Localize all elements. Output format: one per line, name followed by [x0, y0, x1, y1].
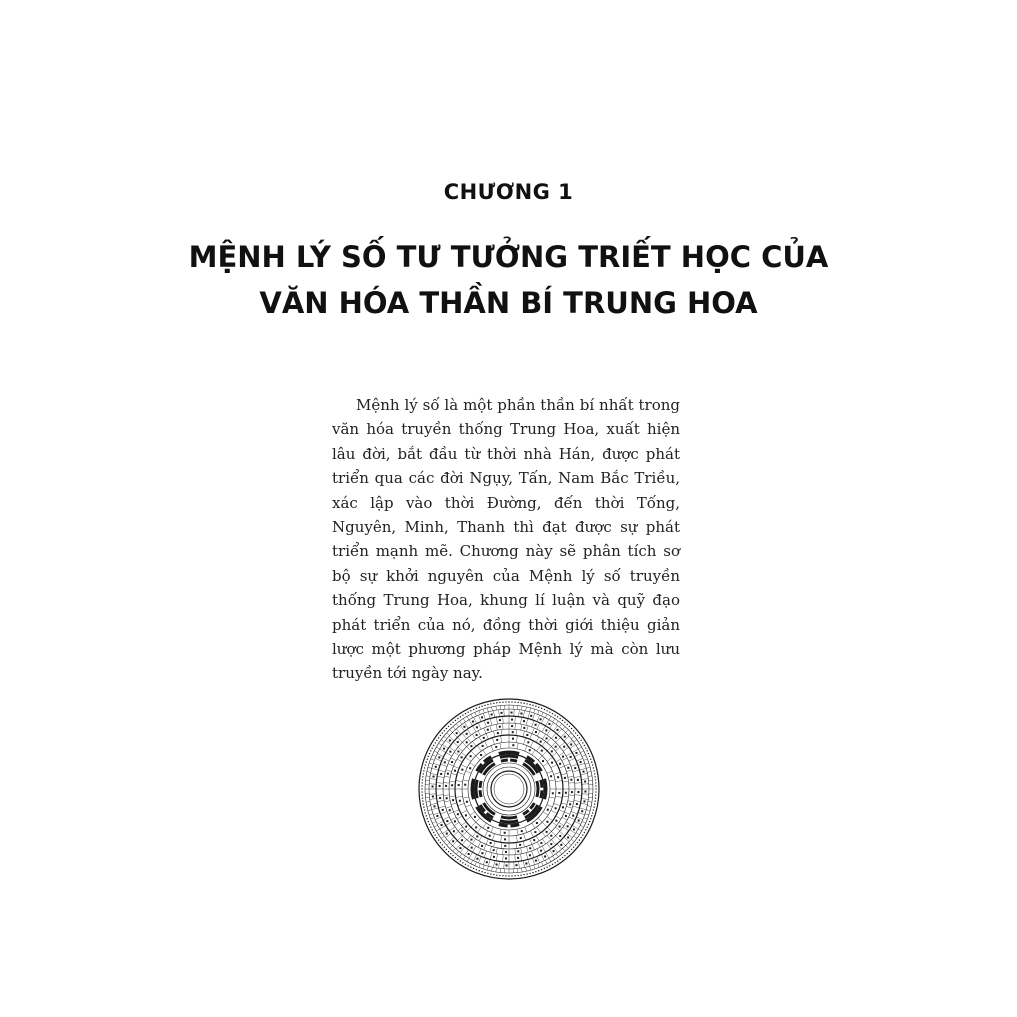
- chapter-title-line-2: VĂN HÓA THẦN BÍ TRUNG HOA: [259, 286, 758, 320]
- luopan-compass-icon: [417, 697, 601, 881]
- intro-paragraph: Mệnh lý số là một phần thần bí nhất trong văn hóa truyền thống Trung Hoa, xuất hiện lâu đời, bắt đầu từ thời nhà Hán, được phát triển qua các đời Ngụy, Tấn, Nam Bắc Triều, xác lập vào thời Đường, đến thời Tống, Nguyên, Minh, Thanh thì đạt được sự phát triển mạnh mẽ. Chương này sẽ phân tích sơ bộ sự khởi nguyên của Mệnh lý số truyền thống Trung Hoa, khung lí luận và quỹ đạo phát triển của nó, đồng thời giới thiệu giản lược một phương pháp Mệnh lý mà còn lưu truyền tới ngày nay.: [332, 396, 680, 683]
- chapter-number: CHƯƠNG 1: [443, 180, 574, 204]
- chapter-title: [0, 234, 1017, 326]
- chapter-title-line-1: MỆNH LÝ SỐ TƯ TƯỞNG TRIẾT HỌC CỦA: [188, 240, 829, 274]
